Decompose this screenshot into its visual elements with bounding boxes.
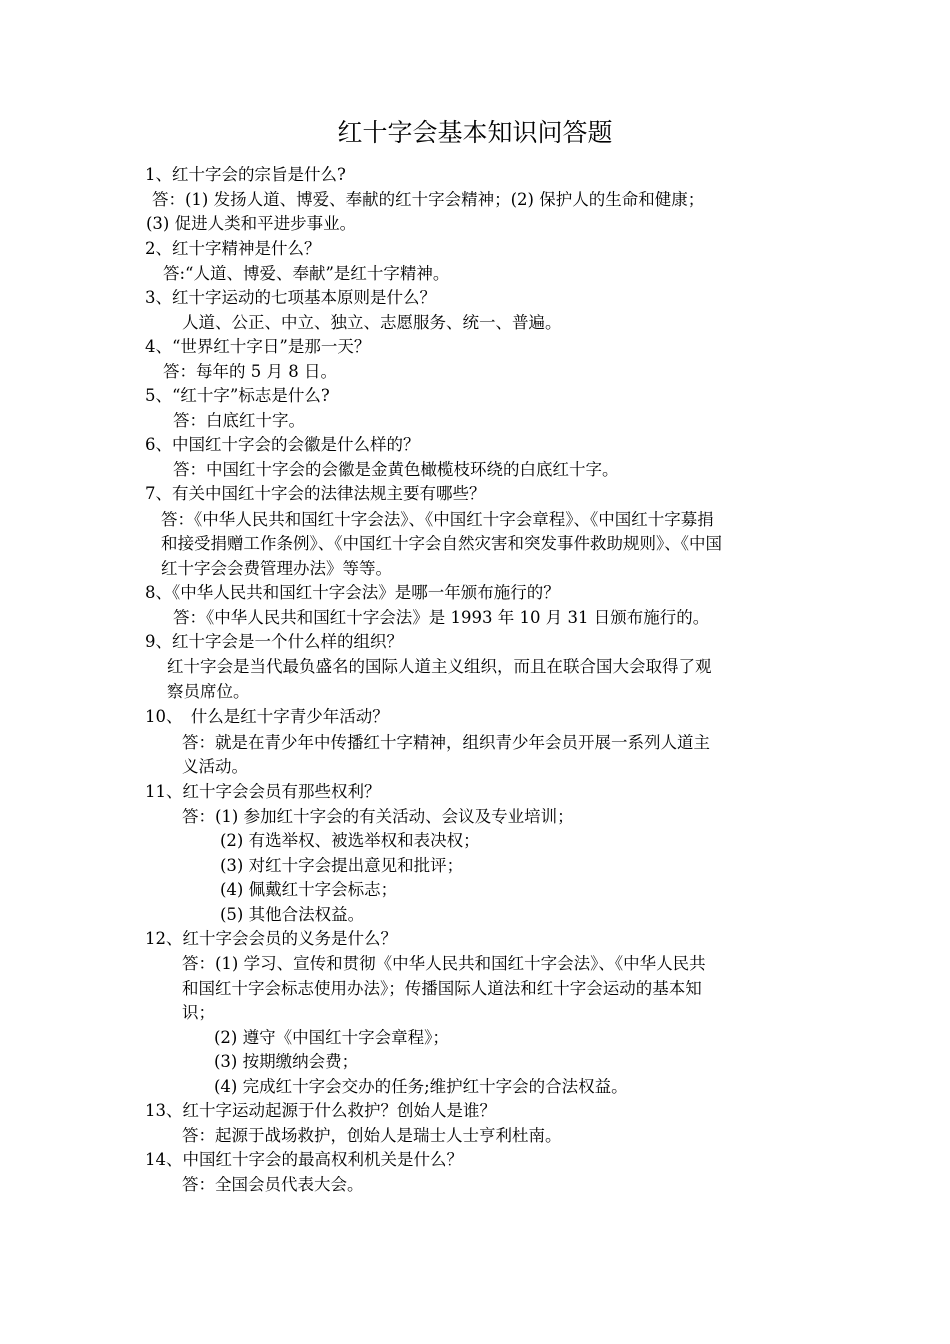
answer-line: 人道、公正、中立、独立、志愿服务、统一、普遍。 xyxy=(182,313,562,332)
answer-line: (4) 完成红十字会交办的任务;维护红十字会的合法权益。 xyxy=(214,1077,628,1096)
answer-line: (3) 促进人类和平进步事业。 xyxy=(146,214,357,233)
answer-line: 察员席位。 xyxy=(167,682,250,701)
answer-line: (3) 按期缴纳会费； xyxy=(214,1052,359,1071)
question-2: 2、红十字精神是什么？ xyxy=(145,239,321,258)
answer-line: (2) 有选举权、被选举权和表决权； xyxy=(220,831,480,850)
answer-line: 答：(1) 学习、宣传和贯彻《中华人民共和国红十字会法》、《中华人民共 xyxy=(182,954,706,973)
question-1: 1、红十字会的宗旨是什么? xyxy=(145,165,346,184)
question-14: 14、中国红十字会的最高权利机关是什么？ xyxy=(145,1150,463,1169)
answer-line: 答:“人道、博爱、奉献”是红十字精神。 xyxy=(163,264,450,283)
answer-line: 红十字会会费管理办法》等等。 xyxy=(161,559,392,578)
document-title: 红十字会基本知识问答题 xyxy=(337,118,613,147)
question-10: 10、 什么是红十字青少年活动？ xyxy=(145,707,389,726)
answer-line: 红十字会是当代最负盛名的国际人道主义组织，而且在联合国大会取得了观 xyxy=(167,657,712,676)
question-12: 12、红十字会会员的义务是什么？ xyxy=(145,929,397,948)
question-6: 6、中国红十字会的会徽是什么样的？ xyxy=(145,435,420,454)
question-8: 8、《中华人民共和国红十字会法》是哪一年颁布施行的？ xyxy=(145,583,560,602)
question-13: 13、红十字运动起源于什么救护？创始人是谁？ xyxy=(145,1101,496,1120)
answer-line: (2) 遵守《中国红十字会章程》； xyxy=(214,1028,449,1047)
answer-line: 和接受捐赠工作条例》、《中国红十字会自然灾害和突发事件救助规则》、《中国 xyxy=(161,534,722,553)
answer-line: 识； xyxy=(182,1003,215,1022)
answer-line: 答：中国红十字会的会徽是金黄色橄榄枝环绕的白底红十字。 xyxy=(173,460,619,479)
question-3: 3、红十字运动的七项基本原则是什么？ xyxy=(145,288,436,307)
answer-line: 答：(1) 发扬人道、博爱、奉献的红十字会精神；(2) 保护人的生命和健康； xyxy=(152,190,705,209)
answer-line: 答：白底红十字。 xyxy=(173,411,305,430)
answer-line: 义活动。 xyxy=(182,757,248,776)
answer-line: (3) 对红十字会提出意见和批评； xyxy=(220,856,464,875)
answer-line: (4) 佩戴红十字会标志； xyxy=(220,880,398,899)
answer-line: 和国红十字会标志使用办法》；传播国际人道法和红十字会运动的基本知 xyxy=(182,979,702,998)
answer-line: (5) 其他合法权益。 xyxy=(220,905,365,924)
answer-line: 答：《中华人民共和国红十字会法》是 1993 年 10 月 31 日颁布施行的。 xyxy=(173,608,710,627)
answer-line: 答：(1) 参加红十字会的有关活动、会议及专业培训； xyxy=(182,807,574,826)
answer-line: 答：每年的 5 月 8 日。 xyxy=(163,362,337,381)
answer-line: 答：《中华人民共和国红十字会法》、《中国红十字会章程》、《中国红十字募捐 xyxy=(161,510,714,529)
question-4: 4、“世界红十字日”是那一天？ xyxy=(145,337,371,356)
question-9: 9、红十字会是一个什么样的组织？ xyxy=(145,632,403,651)
answer-line: 答：全国会员代表大会。 xyxy=(182,1175,364,1194)
question-11: 11、红十字会会员有那些权利？ xyxy=(145,782,381,801)
answer-line: 答：就是在青少年中传播红十字精神，组织青少年会员开展一系列人道主 xyxy=(182,733,710,752)
question-5: 5、“红十字”标志是什么? xyxy=(145,386,330,405)
question-7: 7、有关中国红十字会的法律法规主要有哪些？ xyxy=(145,484,486,503)
answer-line: 答：起源于战场救护，创始人是瑞士人士亨利杜南。 xyxy=(182,1126,562,1145)
